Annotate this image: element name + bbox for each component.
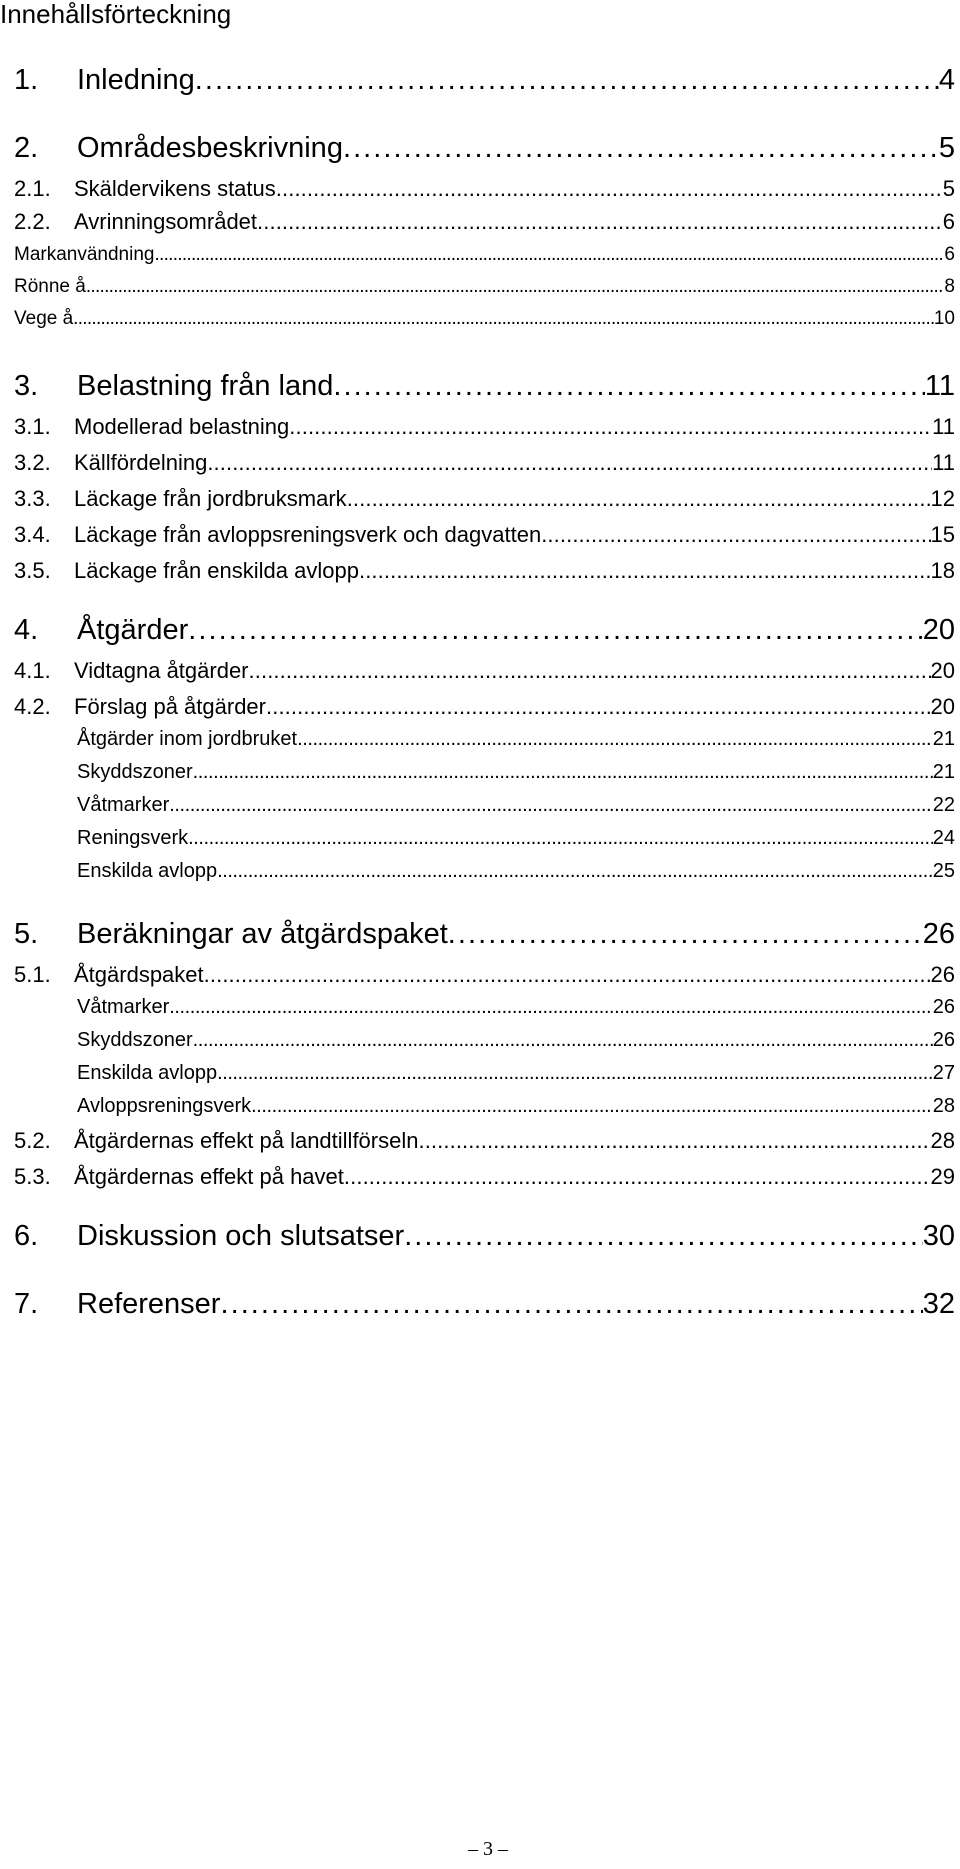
toc-entry-title: Avloppsreningsverk: [77, 1095, 252, 1117]
toc-entry[interactable]: [0, 64, 955, 97]
dot-leader: [289, 414, 932, 440]
dot-leader: [343, 132, 939, 165]
toc-entry[interactable]: [0, 308, 955, 330]
toc-entry-title: Enskilda avlopp: [77, 1062, 218, 1084]
toc-entry-page: 5: [938, 132, 955, 164]
dot-leader: [297, 728, 933, 751]
toc-entry-page: 32: [922, 1288, 955, 1320]
toc-entry-page: 6: [942, 209, 955, 234]
dot-leader: [344, 1164, 931, 1190]
page-number: – 3 –: [468, 1838, 508, 1860]
toc-entry[interactable]: [0, 860, 955, 883]
toc-entry-title: Läckage från avloppsreningsverk och dagvatten: [74, 522, 542, 547]
dot-leader: [257, 209, 943, 235]
toc-entry[interactable]: [0, 522, 955, 548]
toc-entry-page: 22: [932, 794, 955, 816]
dot-leader: [188, 827, 933, 850]
toc-entry-title: Vege å: [14, 308, 74, 329]
toc-entry-title: Läckage från jordbruksmark: [74, 486, 347, 511]
toc-entry-title: Våtmarker: [77, 996, 170, 1018]
dot-leader: [195, 64, 939, 97]
toc-entry-number: 5.3.: [14, 1164, 51, 1189]
toc-entry[interactable]: [0, 728, 955, 751]
toc-entry[interactable]: [0, 370, 955, 403]
toc-entry-title: Rönne å: [14, 276, 86, 297]
toc-entry-title: Förslag på åtgärder: [74, 694, 266, 719]
dot-leader: [86, 276, 945, 298]
dot-leader: [359, 558, 931, 584]
toc-entry-page: 30: [922, 1220, 955, 1252]
toc-entry[interactable]: [0, 996, 955, 1019]
dot-leader: [404, 1220, 923, 1253]
toc-entry-page: 4: [938, 64, 955, 96]
toc-entry-number: 4.2.: [14, 694, 51, 719]
toc-entry-title: Markanvändning: [14, 244, 155, 265]
toc-entry-page: 28: [930, 1128, 955, 1153]
dot-leader: [169, 794, 933, 817]
dot-leader: [418, 1128, 930, 1154]
toc-entry[interactable]: [0, 414, 955, 440]
toc-entry-title: Inledning: [77, 64, 195, 96]
toc-entry[interactable]: [0, 486, 955, 512]
toc-entry-number: 1.: [14, 64, 39, 96]
toc-entry[interactable]: [0, 1029, 955, 1052]
toc-entry[interactable]: [0, 827, 955, 850]
toc-entry-page: 24: [932, 827, 955, 849]
dot-leader: [220, 1288, 922, 1321]
toc-entry[interactable]: [0, 276, 955, 298]
toc-entry[interactable]: [0, 1062, 955, 1085]
dot-leader: [188, 614, 923, 647]
toc-entry[interactable]: [0, 1220, 955, 1253]
toc-entry-number: 7.: [14, 1288, 39, 1320]
toc-entry-number: 4.1.: [14, 658, 51, 683]
dot-leader: [448, 918, 923, 951]
dot-leader: [266, 694, 931, 720]
dot-leader: [276, 176, 943, 202]
toc-entry-title: Diskussion och slutsatser: [77, 1220, 405, 1252]
dot-leader: [347, 486, 931, 512]
toc-entry-title: Vidtagna åtgärder: [74, 658, 249, 683]
toc-entry-title: Läckage från enskilda avlopp: [74, 558, 359, 583]
toc-entry-title: Våtmarker: [77, 794, 170, 816]
toc-entry-number: 3.: [14, 370, 39, 402]
toc-entry-title: Åtgärder inom jordbruket: [77, 728, 298, 750]
dot-leader: [204, 962, 931, 988]
dot-leader: [169, 996, 933, 1019]
toc-title: Innehållsförteckning: [0, 0, 232, 29]
toc-entry-title: Skyddszoner: [77, 1029, 193, 1051]
toc-entry-title: Avrinningsområdet: [74, 209, 258, 234]
toc-entry-page: 11: [924, 370, 955, 402]
toc-entry-title: Åtgärdernas effekt på havet: [74, 1164, 344, 1189]
toc-entry-page: 11: [932, 450, 955, 475]
toc-entry-title: Områdesbeskrivning: [77, 132, 343, 164]
dot-leader: [333, 370, 925, 403]
toc-entry-page: 26: [930, 962, 955, 987]
dot-leader: [154, 244, 944, 266]
toc-entry-number: 2.2.: [14, 209, 51, 234]
toc-entry-number: 5.1.: [14, 962, 51, 987]
toc-entry-title: Referenser: [77, 1288, 221, 1320]
toc-entry-page: 21: [932, 728, 955, 750]
toc-entry-page: 26: [932, 1029, 955, 1051]
toc-entry[interactable]: [0, 209, 955, 235]
dot-leader: [541, 522, 930, 548]
toc-entry-page: 12: [930, 486, 955, 511]
toc-entry-number: 5.: [14, 918, 39, 950]
toc-entry-title: Reningsverk: [77, 827, 189, 849]
toc-entry[interactable]: [0, 761, 955, 784]
toc-entry[interactable]: [0, 1164, 955, 1190]
toc-entry[interactable]: [0, 450, 955, 476]
toc-entry-page: 20: [922, 614, 955, 646]
toc-entry[interactable]: [0, 132, 955, 165]
toc-entry-title: Skäldervikens status: [74, 176, 276, 201]
toc-entry-title: Källfördelning: [74, 450, 208, 475]
toc-entry[interactable]: [0, 962, 955, 988]
toc-entry[interactable]: [0, 1288, 955, 1321]
toc-entry[interactable]: [0, 558, 955, 584]
toc-entry-page: 20: [930, 658, 955, 683]
toc-entry-title: Åtgärdspaket: [74, 962, 204, 987]
toc-entry-page: 8: [944, 276, 955, 297]
dot-leader: [251, 1095, 933, 1118]
dot-leader: [193, 1029, 933, 1052]
toc-entry-page: 20: [930, 694, 955, 719]
toc-entry[interactable]: [0, 1128, 955, 1154]
toc-entry-page: 10: [933, 308, 955, 329]
toc-entry-title: Åtgärdernas effekt på landtillförseln: [74, 1128, 419, 1153]
toc-entry-page: 11: [932, 414, 955, 439]
dot-leader: [207, 450, 932, 476]
toc-entry-number: 3.2.: [14, 450, 51, 475]
toc-entry-page: 18: [930, 558, 955, 583]
toc-entry-page: 6: [944, 244, 955, 265]
toc-entry-title: Beräkningar av åtgärdspaket: [77, 918, 448, 950]
dot-leader: [217, 860, 933, 883]
toc-entry-title: Modellerad belastning: [74, 414, 290, 439]
toc-entry-number: 3.5.: [14, 558, 51, 583]
toc-entry-number: 4.: [14, 614, 39, 646]
toc-entry-number: 2.: [14, 132, 39, 164]
toc-entry-title: Skyddszoner: [77, 761, 193, 783]
toc-entry-number: 6.: [14, 1220, 39, 1252]
toc-entry[interactable]: [0, 1095, 955, 1118]
toc-entry-page: 25: [932, 860, 955, 882]
toc-entry-title: Åtgärder: [77, 614, 189, 646]
toc-entry-page: 21: [932, 761, 955, 783]
toc-entry-number: 3.3.: [14, 486, 51, 511]
dot-leader: [217, 1062, 933, 1085]
toc-entry-number: 3.1.: [14, 414, 51, 439]
toc-entry-page: 26: [932, 996, 955, 1018]
toc-entry-page: 26: [922, 918, 955, 950]
toc-entry-page: 28: [932, 1095, 955, 1117]
toc-entry[interactable]: [0, 176, 955, 202]
toc-entry[interactable]: [0, 918, 955, 951]
toc-entry-number: 2.1.: [14, 176, 51, 201]
toc-entry[interactable]: [0, 244, 955, 266]
toc-entry-page: 15: [930, 522, 955, 547]
toc-entry-number: 5.2.: [14, 1128, 51, 1153]
toc-entry[interactable]: [0, 794, 955, 817]
toc-entry-title: Belastning från land: [77, 370, 334, 402]
toc-entry[interactable]: [0, 614, 955, 647]
toc-entry-title: Enskilda avlopp: [77, 860, 218, 882]
toc-entry-page: 5: [942, 176, 955, 201]
dot-leader: [249, 658, 931, 684]
dot-leader: [73, 308, 934, 330]
dot-leader: [193, 761, 933, 784]
toc-entry-page: 29: [930, 1164, 955, 1189]
toc-entry-page: 27: [932, 1062, 955, 1084]
toc-entry-number: 3.4.: [14, 522, 51, 547]
toc-entry[interactable]: [0, 658, 955, 684]
toc-entry[interactable]: [0, 694, 955, 720]
